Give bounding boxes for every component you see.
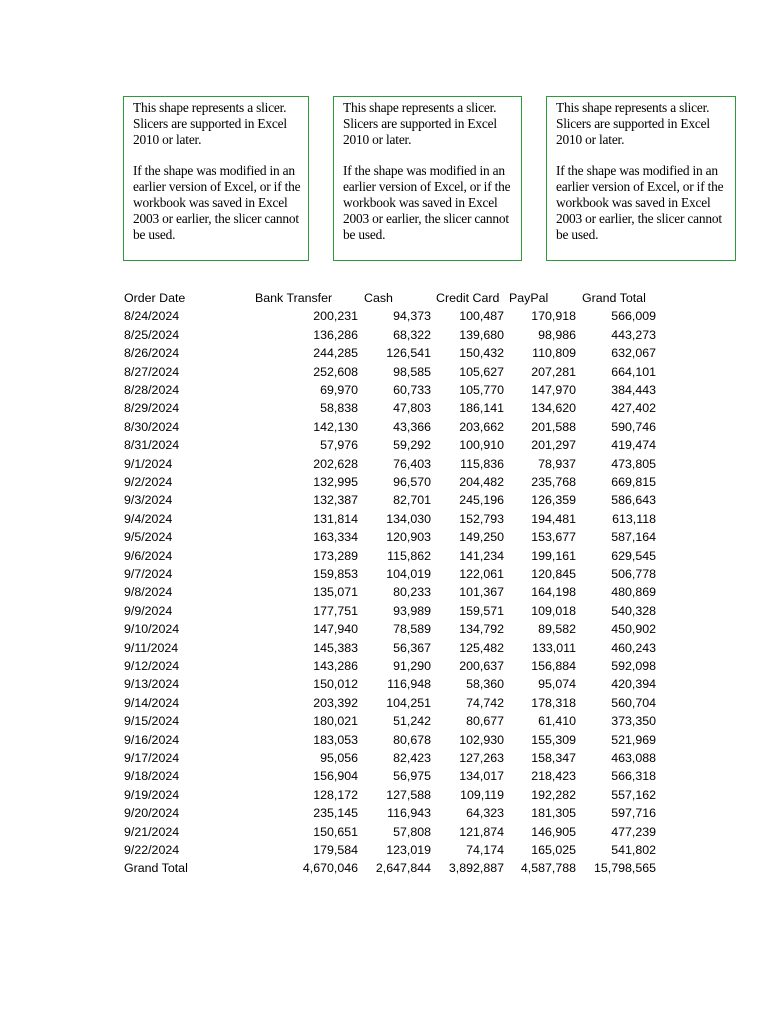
cell-paypal[interactable]: 120,845 [531,567,576,581]
cell-bank-transfer[interactable]: 145,383 [313,640,358,655]
cell-grand-total[interactable]: 373,350 [611,714,656,729]
cell-credit-card[interactable]: 80,677 [466,714,504,729]
cell-cash[interactable]: 116,943 [387,806,431,821]
cell-grand-total[interactable]: 506,778 [611,567,656,581]
slicer-message: This shape represents a slicer. Slicers are supported in Excel 2010 or later. [133,100,287,147]
cell-order-date[interactable]: 9/4/2024 [124,511,173,526]
cell-cash[interactable]: 96,570 [393,475,431,489]
cell-grand-total[interactable]: 557,162 [611,787,656,802]
cell-grand-total[interactable]: 590,746 [611,419,656,434]
cell-paypal[interactable]: 110,809 [532,346,576,361]
header-cash[interactable]: Cash [364,291,393,305]
cell-grand-total[interactable]: 480,869 [611,585,656,600]
cell-paypal[interactable]: 192,282 [531,787,576,802]
cell-credit-card[interactable]: 121,874 [459,824,504,839]
cell-order-date[interactable]: 9/21/2024 [124,824,180,839]
cell-bank-transfer[interactable]: 203,392 [313,695,358,710]
cell-credit-card[interactable]: 186,141 [459,401,504,416]
cell-paypal[interactable]: 164,198 [531,585,576,600]
cell-paypal[interactable]: 156,884 [531,659,576,673]
cell-grand-total[interactable]: 613,118 [612,511,656,526]
cell-paypal[interactable]: 207,281 [531,364,576,379]
cell-bank-transfer[interactable]: 57,976 [320,438,358,453]
cell-credit-card[interactable]: 101,367 [459,585,504,600]
cell-paypal[interactable]: 218,423 [531,769,576,784]
cell-grand-total[interactable]: 664,101 [611,364,656,379]
cell-order-date[interactable]: 9/13/2024 [124,677,180,692]
cell-bank-transfer[interactable]: 150,012 [313,677,358,692]
cell-bank-transfer[interactable]: 58,838 [320,401,358,416]
cell-bank-transfer[interactable]: 163,334 [313,530,358,545]
cell-bank-transfer[interactable]: 132,387 [313,493,358,508]
cell-credit-card[interactable]: 125,482 [459,640,504,655]
cell-bank-transfer[interactable]: 235,145 [313,806,358,821]
cell-credit-card[interactable]: 159,571 [459,603,504,618]
cell-paypal[interactable]: 235,768 [531,475,576,489]
cell-paypal[interactable]: 147,970 [531,383,576,397]
cell-paypal[interactable]: 109,018 [531,603,576,618]
cell-grand-total[interactable]: 420,394 [611,677,656,692]
cell-order-date[interactable]: 8/26/2024 [124,346,180,361]
cell-cash[interactable]: 93,989 [393,603,431,618]
cell-order-date[interactable]: 9/9/2024 [124,603,173,618]
slicer-placeholder-1[interactable] [123,96,309,261]
slicer-message: This shape represents a slicer. Slicers are supported in Excel 2010 or later. [343,100,497,147]
cell-bank-transfer[interactable]: 173,289 [313,548,358,563]
cell-order-date[interactable]: 9/14/2024 [124,695,180,710]
cell-bank-transfer[interactable]: 131,814 [313,511,358,526]
total-grand-total[interactable]: 15,798,565 [593,861,656,876]
cell-credit-card[interactable]: 149,250 [459,530,504,545]
cell-credit-card[interactable]: 141,234 [459,548,504,563]
cell-grand-total[interactable]: 560,704 [611,695,656,710]
cell-bank-transfer[interactable]: 200,231 [313,309,358,324]
cell-bank-transfer[interactable]: 179,584 [313,843,358,857]
cell-order-date[interactable]: 8/25/2024 [124,327,180,342]
cell-grand-total[interactable]: 521,969 [611,732,656,747]
cell-paypal[interactable]: 153,677 [531,530,576,545]
cell-cash[interactable]: 104,019 [386,567,431,581]
cell-order-date[interactable]: 9/8/2024 [124,585,173,600]
cell-paypal[interactable]: 201,588 [531,419,576,434]
cell-bank-transfer[interactable]: 136,286 [313,327,358,342]
slicer-message-detail: If the shape was modified in an earlier version of Excel, or if the workbook was saved in Excel 2003 or earlier, the slicer cannot be used. [133,163,301,242]
cell-order-date[interactable]: 9/15/2024 [124,714,180,729]
cell-bank-transfer[interactable]: 132,995 [313,475,358,489]
cell-credit-card[interactable]: 127,263 [459,751,504,765]
cell-bank-transfer[interactable]: 150,651 [313,824,358,839]
cell-cash[interactable]: 51,242 [393,714,431,729]
cell-paypal[interactable]: 199,161 [531,548,576,563]
cell-credit-card[interactable]: 102,930 [459,732,504,747]
cell-order-date[interactable]: 9/17/2024 [124,751,180,765]
cell-grand-total[interactable]: 587,164 [611,530,656,545]
cell-order-date[interactable]: 9/22/2024 [124,843,180,857]
cell-grand-total[interactable]: 566,009 [611,309,656,324]
header-order-date[interactable]: Order Date [124,291,186,305]
cell-paypal[interactable]: 201,297 [531,438,576,453]
cell-paypal[interactable]: 158,347 [531,751,576,765]
cell-cash[interactable]: 68,322 [393,327,431,342]
cell-cash[interactable]: 104,251 [386,695,431,710]
cell-bank-transfer[interactable]: 177,751 [313,603,358,618]
cell-cash[interactable]: 56,367 [393,640,431,655]
cell-credit-card[interactable]: 204,482 [459,475,504,489]
cell-grand-total[interactable]: 450,902 [611,622,656,637]
cell-credit-card[interactable]: 152,793 [459,511,504,526]
cell-grand-total[interactable]: 419,474 [611,438,656,453]
cell-cash[interactable]: 120,903 [386,530,431,545]
cell-grand-total[interactable]: 540,328 [611,603,656,618]
cell-order-date[interactable]: 9/19/2024 [124,787,180,802]
cell-credit-card[interactable]: 150,432 [459,346,504,361]
cell-credit-card[interactable]: 105,627 [459,364,504,379]
cell-paypal[interactable]: 133,011 [532,640,576,655]
cell-bank-transfer[interactable]: 252,608 [313,364,358,379]
cell-bank-transfer[interactable]: 147,940 [313,622,358,637]
cell-credit-card[interactable]: 200,637 [459,659,504,673]
total-order-date[interactable]: Grand Total [124,861,188,876]
cell-credit-card[interactable]: 134,792 [459,622,504,637]
cell-grand-total[interactable]: 586,643 [611,493,656,508]
cell-order-date[interactable]: 9/6/2024 [124,548,173,563]
cell-credit-card[interactable]: 203,662 [459,419,504,434]
cell-grand-total[interactable]: 443,273 [611,327,656,342]
cell-cash[interactable]: 60,733 [393,383,431,397]
cell-bank-transfer[interactable]: 143,286 [313,659,358,673]
cell-grand-total[interactable]: 384,443 [611,383,656,397]
cell-grand-total[interactable]: 592,098 [611,659,656,673]
cell-credit-card[interactable]: 74,174 [466,843,504,857]
cell-paypal[interactable]: 78,937 [538,456,576,471]
cell-cash[interactable]: 91,290 [393,659,431,673]
cell-credit-card[interactable]: 115,836 [460,456,504,471]
cell-bank-transfer[interactable]: 128,172 [313,787,358,802]
cell-cash[interactable]: 127,588 [386,787,431,802]
cell-order-date[interactable]: 9/1/2024 [124,456,173,471]
cell-paypal[interactable]: 134,620 [531,401,576,416]
cell-cash[interactable]: 57,808 [393,824,431,839]
slicer-placeholder-2[interactable] [333,96,522,261]
cell-credit-card[interactable]: 105,770 [459,383,504,397]
cell-cash[interactable]: 82,423 [393,751,431,765]
cell-order-date[interactable]: 8/30/2024 [124,419,180,434]
cell-cash[interactable]: 47,803 [393,401,431,416]
cell-paypal[interactable]: 170,918 [531,309,576,324]
cell-grand-total[interactable]: 473,805 [611,456,656,471]
cell-credit-card[interactable]: 58,360 [466,677,504,692]
cell-paypal[interactable]: 146,905 [531,824,576,839]
cell-credit-card[interactable]: 100,910 [459,438,504,453]
cell-grand-total[interactable]: 460,243 [611,640,656,655]
cell-bank-transfer[interactable]: 135,071 [313,585,358,600]
cell-cash[interactable]: 98,585 [393,364,431,379]
cell-order-date[interactable]: 9/3/2024 [124,493,173,508]
cell-grand-total[interactable]: 463,088 [611,751,656,765]
cell-cash[interactable]: 59,292 [393,438,431,453]
cell-bank-transfer[interactable]: 183,053 [313,732,358,747]
cell-credit-card[interactable]: 109,119 [460,787,504,802]
cell-order-date[interactable]: 8/31/2024 [124,438,180,453]
header-bank-transfer[interactable]: Bank Transfer [255,291,333,305]
cell-grand-total[interactable]: 427,402 [611,401,656,416]
header-paypal[interactable]: PayPal [509,291,549,305]
slicer-message: This shape represents a slicer. Slicers are supported in Excel 2010 or later. [556,100,710,147]
total-paypal[interactable]: 4,587,788 [520,861,576,876]
cell-cash[interactable]: 126,541 [386,346,431,361]
cell-bank-transfer[interactable]: 202,628 [313,456,358,471]
cell-grand-total[interactable]: 629,545 [611,548,656,563]
cell-paypal[interactable]: 95,074 [538,677,576,692]
cell-order-date[interactable]: 9/10/2024 [124,622,180,637]
cell-order-date[interactable]: 8/27/2024 [124,364,180,379]
cell-paypal[interactable]: 181,305 [531,806,576,821]
cell-credit-card[interactable]: 100,487 [459,309,504,324]
slicer-message-detail: If the shape was modified in an earlier version of Excel, or if the workbook was saved in Excel 2003 or earlier, the slicer cannot be used. [343,163,511,242]
cell-bank-transfer[interactable]: 156,904 [313,769,358,784]
slicer-message-detail: If the shape was modified in an earlier version of Excel, or if the workbook was saved in Excel 2003 or earlier, the slicer cannot be used. [556,163,724,242]
cell-paypal[interactable]: 155,309 [531,732,576,747]
cell-cash[interactable]: 76,403 [393,456,431,471]
cell-cash[interactable]: 94,373 [393,309,431,324]
cell-cash[interactable]: 82,701 [393,493,431,508]
cell-bank-transfer[interactable]: 180,021 [313,714,358,729]
cell-cash[interactable]: 56,975 [393,769,431,784]
cell-paypal[interactable]: 178,318 [531,695,576,710]
cell-order-date[interactable]: 9/16/2024 [124,732,180,747]
cell-credit-card[interactable]: 139,680 [459,327,504,342]
header-credit-card[interactable]: Credit Card [436,291,500,305]
cell-cash[interactable]: 134,030 [386,511,431,526]
cell-grand-total[interactable]: 632,067 [611,346,656,361]
cell-order-date[interactable]: 9/20/2024 [124,806,180,821]
cell-order-date[interactable]: 8/28/2024 [124,383,180,397]
cell-grand-total[interactable]: 669,815 [611,475,656,489]
cell-order-date[interactable]: 8/24/2024 [124,309,180,324]
cell-credit-card[interactable]: 74,742 [466,695,504,710]
cell-bank-transfer[interactable]: 69,970 [320,383,358,397]
cell-order-date[interactable]: 9/12/2024 [124,659,180,673]
total-bank-transfer[interactable]: 4,670,046 [302,861,358,876]
cell-bank-transfer[interactable]: 159,853 [313,567,358,581]
cell-order-date[interactable]: 9/7/2024 [124,567,173,581]
cell-bank-transfer[interactable]: 95,056 [320,751,358,765]
total-cash[interactable]: 2,647,844 [375,861,431,876]
cell-cash[interactable]: 123,019 [386,843,431,857]
cell-order-date[interactable]: 9/2/2024 [124,475,173,489]
cell-bank-transfer[interactable]: 244,285 [313,346,358,361]
cell-cash[interactable]: 80,678 [393,732,431,747]
cell-grand-total[interactable]: 566,318 [611,769,656,784]
cell-paypal[interactable]: 194,481 [531,511,576,526]
cell-cash[interactable]: 116,948 [387,677,431,692]
cell-paypal[interactable]: 126,359 [531,493,576,508]
cell-grand-total[interactable]: 477,239 [611,824,656,839]
cell-grand-total[interactable]: 597,716 [611,806,656,821]
header-grand-total[interactable]: Grand Total [582,291,646,305]
cell-credit-card[interactable]: 122,061 [459,567,504,581]
cell-order-date[interactable]: 9/11/2024 [124,640,179,655]
cell-cash[interactable]: 115,862 [387,548,431,563]
cell-order-date[interactable]: 8/29/2024 [124,401,180,416]
total-credit-card[interactable]: 3,892,887 [448,861,504,876]
cell-cash[interactable]: 43,366 [393,419,431,434]
cell-paypal[interactable]: 89,582 [538,622,576,637]
cell-grand-total[interactable]: 541,802 [611,843,656,857]
cell-order-date[interactable]: 9/18/2024 [124,769,180,784]
cell-cash[interactable]: 78,589 [393,622,431,637]
cell-credit-card[interactable]: 64,323 [466,806,504,821]
cell-paypal[interactable]: 98,986 [538,327,576,342]
cell-order-date[interactable]: 9/5/2024 [124,530,173,545]
cell-credit-card[interactable]: 245,196 [459,493,504,508]
cell-cash[interactable]: 80,233 [393,585,431,600]
cell-paypal[interactable]: 61,410 [538,714,576,729]
slicer-area [0,0,724,300]
cell-bank-transfer[interactable]: 142,130 [313,419,358,434]
cell-paypal[interactable]: 165,025 [531,843,576,857]
slicer-placeholder-3[interactable] [546,96,736,261]
cell-credit-card[interactable]: 134,017 [459,769,504,784]
